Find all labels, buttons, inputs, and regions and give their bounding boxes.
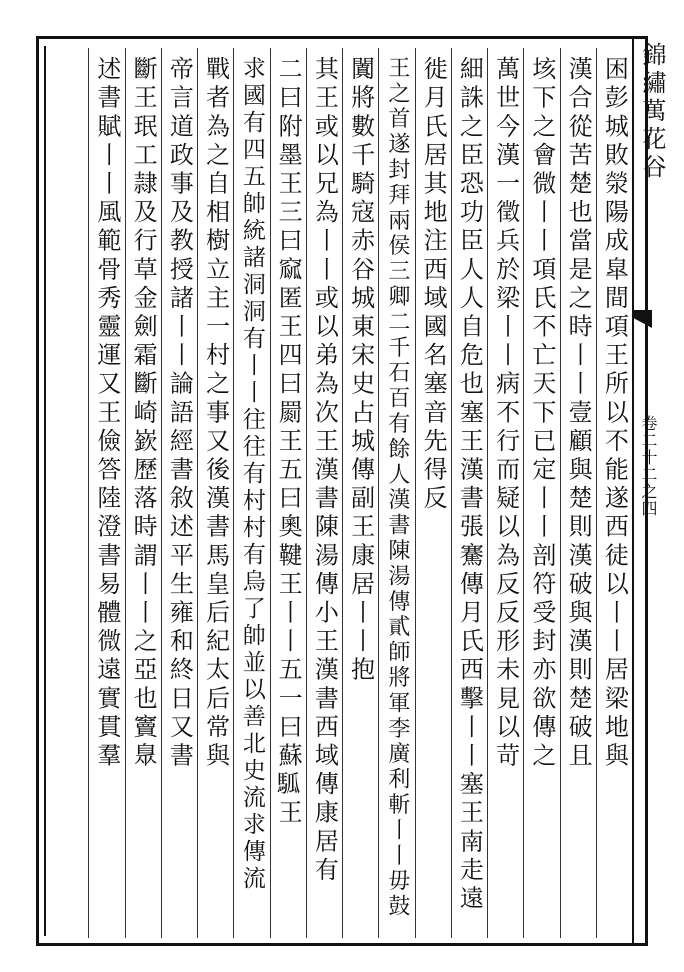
column-text: 困彭城敗滎陽成皐間項王所以不能遂西徒以丨丨居梁地與 [600, 56, 629, 771]
column-text: 王之首遂封拜兩侯三卿二千石百有餘人漢書陳湯傳貳師將軍李廣利斬丨丨毋鼓 [384, 56, 410, 920]
column-text: 垓下之會微丨丨項氏不亡天下已定丨丨剖符受封亦欲傳之 [527, 56, 556, 771]
column-text: 斷王珉工隷及行草金劍霜斷崎嶔歷落時謂丨丨之亞也竇臮 [129, 56, 158, 771]
text-columns [52, 48, 632, 938]
column-text: 其王或以兄為丨丨或以弟為次王漢書陳湯傳小王漢書西域傳康居有 [310, 56, 339, 886]
text-column [270, 48, 306, 938]
text-column [378, 48, 414, 938]
text-column [415, 48, 451, 938]
text-column [306, 48, 342, 938]
margin-divider [632, 36, 634, 946]
text-column [125, 48, 161, 938]
text-column [451, 48, 487, 938]
column-text: 徙月氏居其地注西域國名塞音先得反 [419, 56, 448, 514]
column-text: 二曰附墨王三曰窳匿王四曰罽王五曰奧鞬王丨丨五一曰蘇𩢍王 [274, 56, 303, 829]
inner-border-rule [44, 46, 46, 936]
text-column [596, 48, 632, 938]
text-column [523, 48, 559, 938]
text-column [52, 48, 88, 938]
text-column [560, 48, 596, 938]
column-text: 述書賦丨丨風範骨秀靈運又王儉答陸澄書易體微遠實貫羣 [92, 56, 121, 771]
text-column [88, 48, 124, 938]
column-text: 戰者為之自相樹立主一村之事又後漢書馬皇后紀太后常與 [201, 56, 230, 771]
column-text: 漢合從苦楚也當是之時丨丨壹顧與楚則漢破與漢則楚破且 [564, 56, 593, 771]
column-text: 求國有四五帥統諸洞洞有丨丨往往有村村有烏了帥並以善北史流求傳流 [238, 56, 265, 893]
text-column [197, 48, 233, 938]
text-column [161, 48, 197, 938]
column-text: 闐將數千騎寇赤谷城東宋史占城傳副王康居丨丨抱 [346, 56, 375, 686]
text-column [342, 48, 378, 938]
margin-volume-label: 卷二十二之四 [639, 415, 658, 517]
column-text: 帝言道政事及教授諸丨丨論語經書敘述平生雍和終日又書 [165, 56, 194, 771]
text-column [233, 48, 269, 938]
column-text: 細誅之臣恐功臣人人自危也塞王漢書張騫傳月氏西擊丨丨塞王南走遠 [455, 56, 484, 914]
margin-book-title: 錦繡萬花谷 [638, 42, 666, 182]
column-text: 萬世今漢一徵兵於梁丨丨病不行而疑以為反反形未見以苛 [491, 56, 520, 771]
text-column [487, 48, 523, 938]
